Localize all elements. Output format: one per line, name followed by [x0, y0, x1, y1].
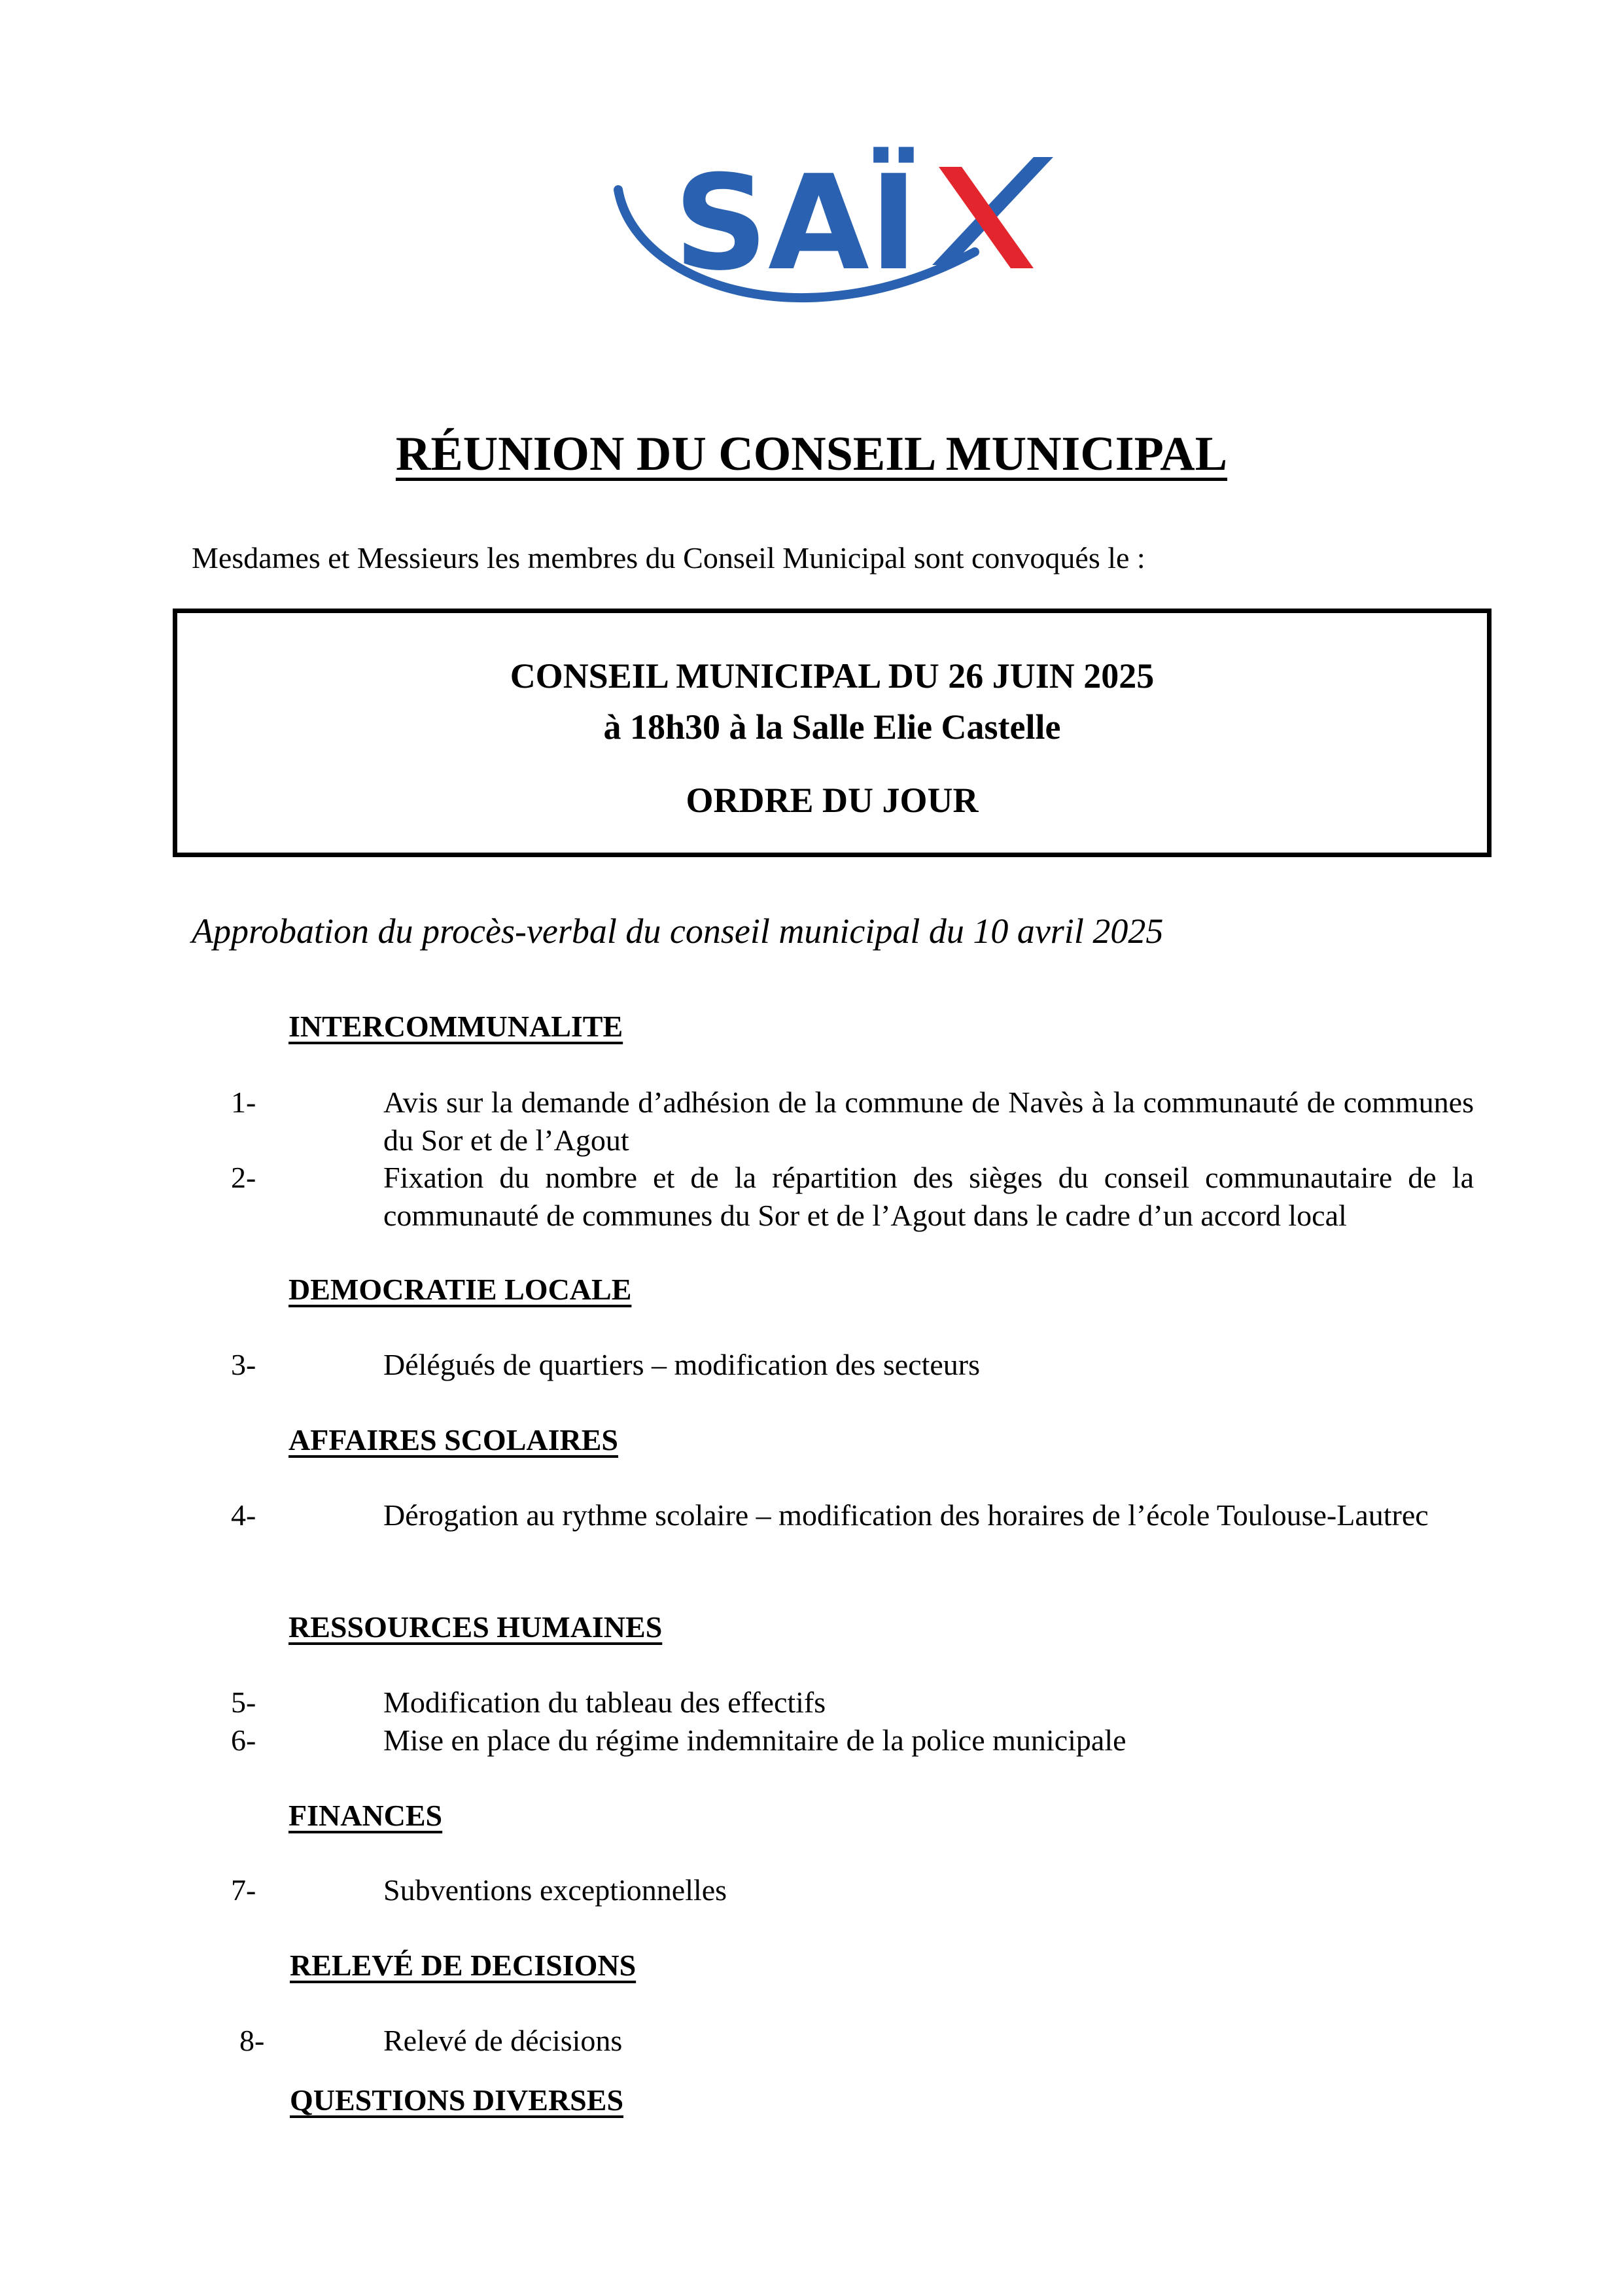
meeting-place: à 18h30 à la Salle Elie Castelle — [603, 707, 1061, 747]
meeting-date: CONSEIL MUNICIPAL DU 26 JUIN 2025 — [510, 656, 1155, 696]
agenda-item: Délégués de quartiers – modification des secteurs — [383, 1348, 981, 1381]
saix-logo — [608, 128, 1066, 344]
item-number: 7- — [231, 1873, 256, 1907]
agenda-item: Fixation du nombre et de la répartition des sièges du conseil communautaire de la communauté de communes du Sor et de l’Agout dans le cadre d’un accord local — [383, 1161, 1474, 1232]
page-title: RÉUNION DU CONSEIL MUNICIPAL — [395, 427, 1228, 481]
agenda-item: Modification du tableau des effectifs — [383, 1686, 826, 1719]
item-number: 6- — [231, 1723, 256, 1757]
intro-text: Mesdames et Messieurs les membres du Conseil Municipal sont convoqués le : — [192, 541, 1145, 574]
agenda-item: Avis sur la demande d’adhésion de la commune de Navès à la communauté de communes du Sor et de l’Agout — [383, 1086, 1474, 1157]
section-ressources-humaines: RESSOURCES HUMAINES — [288, 1610, 663, 1644]
section-releve-de-decisions: RELEVÉ DE DECISIONS — [290, 1949, 637, 1982]
agenda-item: Dérogation au rythme scolaire – modification des horaires de l’école Toulouse-Lautrec — [383, 1498, 1429, 1532]
section-finances: FINANCES — [288, 1799, 443, 1832]
meeting-box — [173, 609, 1492, 857]
item-number: 4- — [231, 1498, 256, 1532]
section-questions-diverses: QUESTIONS DIVERSES — [290, 2083, 624, 2117]
agenda-item: Mise en place du régime indemnitaire de la police municipale — [383, 1723, 1126, 1757]
item-number: 2- — [231, 1161, 256, 1194]
section-affaires-scolaires: AFFAIRES SCOLAIRES — [288, 1423, 618, 1457]
agenda-item: Relevé de décisions — [383, 2024, 623, 2057]
section-democratie-locale: DEMOCRATIE LOCALE — [288, 1273, 632, 1306]
item-number: 1- — [231, 1086, 256, 1119]
agenda-item: Subventions exceptionnelles — [383, 1873, 727, 1907]
item-number: 8- — [239, 2024, 265, 2057]
item-number: 5- — [231, 1686, 256, 1719]
section-intercommunalite: INTERCOMMUNALITE — [288, 1010, 623, 1043]
item-number: 3- — [231, 1348, 256, 1381]
svg-text:SAÏ: SAÏ — [674, 147, 918, 300]
approval-line: Approbation du procès-verbal du conseil municipal du 10 avril 2025 — [192, 911, 1164, 951]
agenda-heading: ORDRE DU JOUR — [686, 781, 979, 820]
